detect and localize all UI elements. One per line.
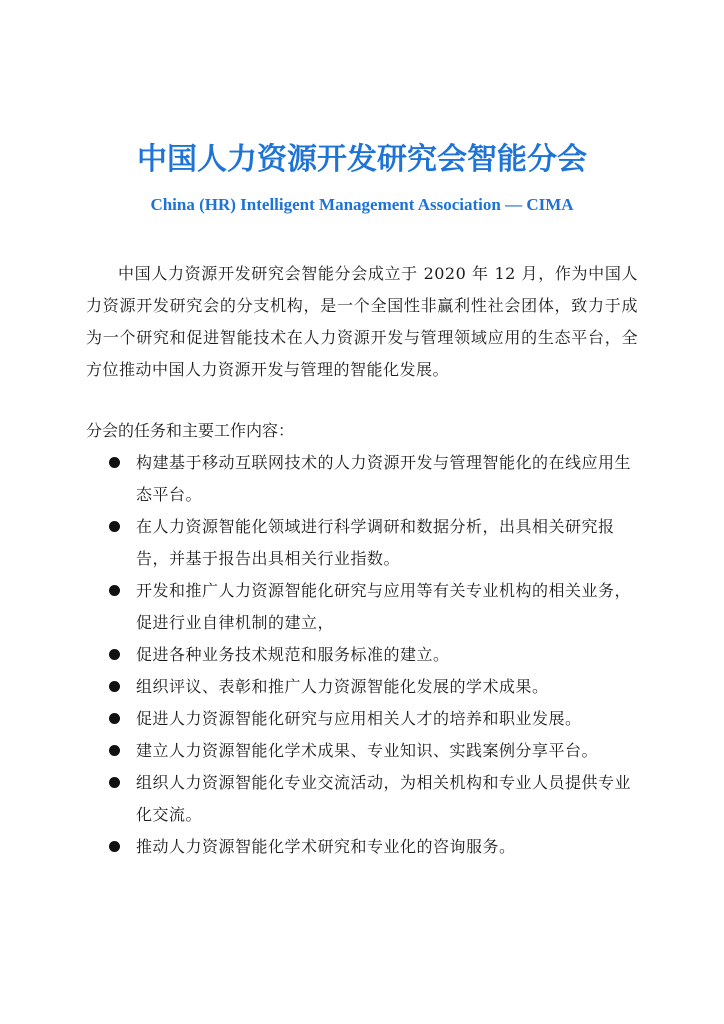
list-item-text: 建立人力资源智能化学术成果、专业知识、实践案例分享平台。 <box>136 741 599 760</box>
bullet-icon <box>109 745 120 756</box>
list-item <box>106 671 638 703</box>
tasks-list <box>106 447 638 863</box>
bullet-icon <box>109 681 120 692</box>
list-item-text: 开发和推广人力资源智能化研究与应用等有关专业机构的相关业务，促进行业自律机制的建立， <box>136 581 632 632</box>
bullet-icon <box>109 841 120 852</box>
bullet-icon <box>109 649 120 660</box>
bullet-icon <box>109 457 120 468</box>
list-item-text: 推动人力资源智能化学术研究和专业化的咨询服务。 <box>136 837 516 856</box>
list-item <box>106 735 638 767</box>
list-item <box>106 639 638 671</box>
list-item <box>106 447 638 511</box>
list-item-text: 促进人力资源智能化研究与应用相关人才的培养和职业发展。 <box>136 709 582 728</box>
bullet-icon <box>109 521 120 532</box>
list-item <box>106 511 638 575</box>
list-item-text: 促进各种业务技术规范和服务标准的建立。 <box>136 645 450 664</box>
list-item <box>106 575 638 639</box>
list-item-text: 在人力资源智能化领域进行科学调研和数据分析，出具相关研究报告，并基于报告出具相关行业指数。 <box>136 517 615 568</box>
intro-paragraph: 中国人力资源开发研究会智能分会成立于 2020 年 12 月，作为中国人力资源开发研究会的分支机构，是一个全国性非赢利性社会团体，致力于成为一个研究和促进智能技术在人力资源开发与管理领域应用的生态平台，全方位推动中国人力资源开发与管理的智能化发展。 <box>86 264 638 379</box>
list-item <box>106 831 638 863</box>
list-item-text: 构建基于移动互联网技术的人力资源开发与管理智能化的在线应用生态平台。 <box>136 453 632 504</box>
bullet-icon <box>109 777 120 788</box>
page-subtitle: China (HR) Intelligent Management Association — CIMA <box>150 195 574 214</box>
list-item <box>106 703 638 735</box>
page-title: 中国人力资源开发研究会智能分会 <box>137 142 587 177</box>
list-item-text: 组织评议、表彰和推广人力资源智能化发展的学术成果。 <box>136 677 549 696</box>
bullet-icon <box>109 585 120 596</box>
bullet-icon <box>109 713 120 724</box>
tasks-heading: 分会的任务和主要工作内容： <box>86 421 295 440</box>
list-item <box>106 767 638 831</box>
list-item-text: 组织人力资源智能化专业交流活动，为相关机构和专业人员提供专业化交流。 <box>136 773 632 824</box>
